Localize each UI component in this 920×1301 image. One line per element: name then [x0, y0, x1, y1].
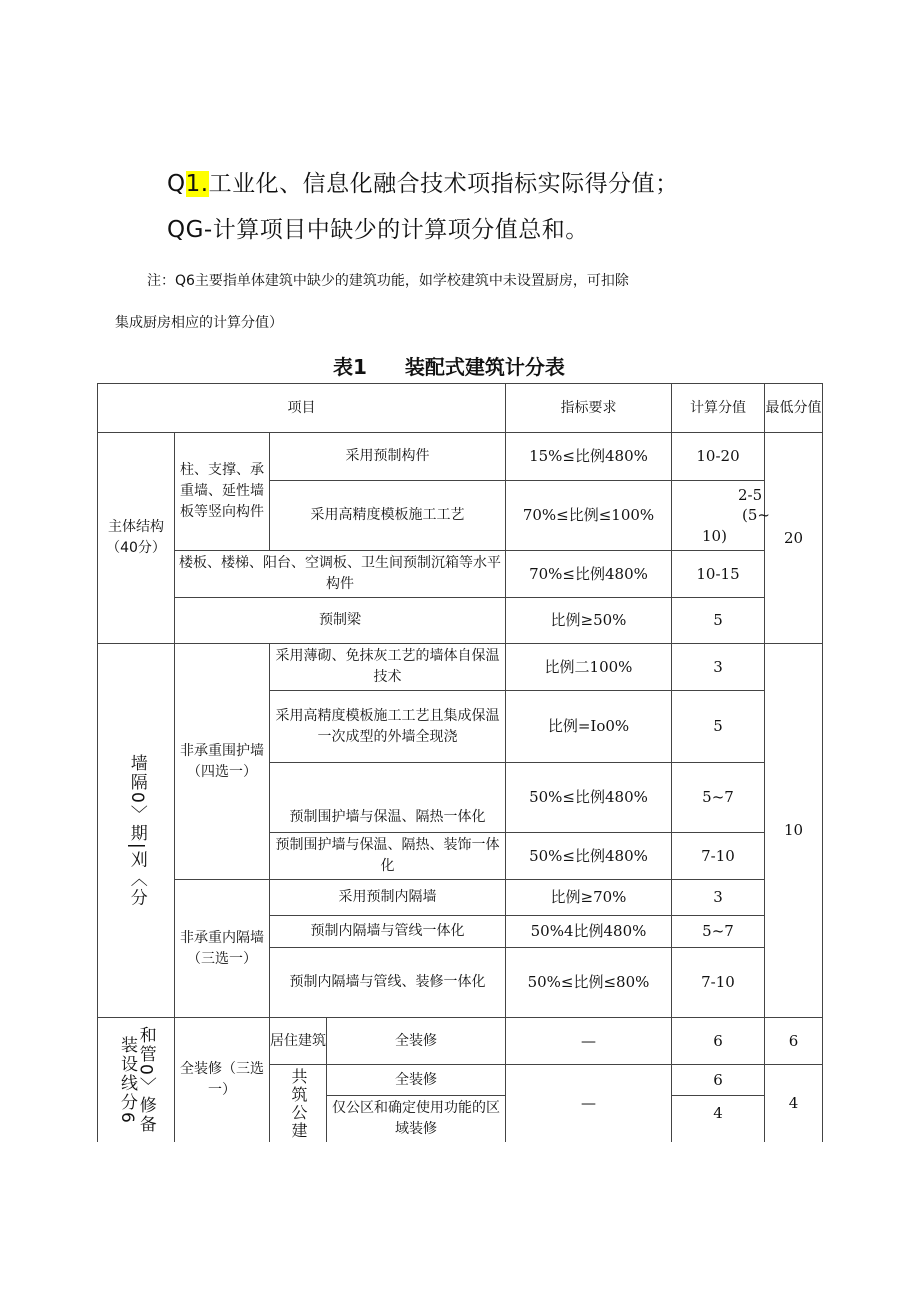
note-line-2: 集成厨房相应的计算分值）	[115, 315, 283, 331]
inner-row3-name: 预制内隔墙与管线、装修一体化	[270, 948, 506, 1018]
wall-section-label-text: 墙隔0〉期|刈〈分	[126, 753, 147, 908]
wall-section-label	[97, 644, 175, 1018]
outer-row1-score: 3	[672, 644, 765, 691]
q1-definition	[167, 165, 679, 198]
outer-row2-req: 比例=Io0%	[506, 691, 672, 763]
q6-definition: QG-计算项目中缺少的计算项分值总和。	[167, 217, 589, 243]
decor-row2-name: 全装修	[327, 1065, 506, 1096]
decor-public-req: —	[506, 1065, 672, 1142]
main-row1-score: 10-20	[672, 433, 765, 481]
decor-row1-name: 全装修	[327, 1018, 506, 1065]
main-row2-score-a: 2-5	[738, 486, 763, 505]
table-number: 表1	[333, 355, 367, 379]
main-row2-score	[672, 481, 770, 551]
inner-row1-score: 3	[672, 880, 765, 916]
main-row2-score-c: 10)	[702, 526, 727, 545]
header-score: 计算分值	[672, 383, 765, 433]
inner-row1-name: 采用预制内隔墙	[270, 880, 506, 916]
outer-row2-name: 采用高精度模板施工工艺且集成保温一次成型的外墙全现浇	[270, 691, 506, 763]
decor-row1-score: 6	[672, 1018, 765, 1065]
full-decoration-group: 全装修（三选一）	[175, 1018, 270, 1142]
main-row1-name: 采用预制构件	[270, 433, 506, 481]
decor-section-label-text: 和管0〉修备装设线分6	[117, 1026, 156, 1134]
header-requirement: 指标要求	[506, 383, 672, 433]
inner-row3-score: 7-10	[672, 948, 765, 1018]
main-structure-label: 主体结构（40分）	[97, 433, 175, 644]
header-min-score: 最低分值	[765, 383, 823, 433]
main-row3-name: 楼板、楼梯、阳台、空调板、卫生间预制沉箱等水平构件	[175, 551, 506, 598]
main-row2-name: 采用高精度模板施工工艺	[270, 481, 506, 551]
q1-prefix: Q	[167, 171, 186, 197]
main-min-score: 20	[765, 433, 823, 644]
public-building-text: 共筑公建	[289, 1067, 308, 1140]
inner-row2-req: 50%4比例480%	[506, 916, 672, 948]
decor-section-label	[97, 1018, 175, 1142]
q1-text: 工业化、信息化融合技术项指标实际得分值；	[208, 171, 679, 197]
outer-row4-req: 50%≤比例480%	[506, 833, 672, 880]
outer-row1-name: 采用薄砌、免抹灰工艺的墙体自保温技术	[270, 644, 506, 691]
main-row4-score: 5	[672, 598, 765, 644]
decor-row2-score: 6	[672, 1065, 765, 1096]
outer-row4-name: 预制围护墙与保温、隔热、装饰一体化	[270, 833, 506, 880]
outer-row3-req: 50%≤比例480%	[506, 763, 672, 833]
main-row2-score-b: (5~	[742, 506, 770, 525]
residential-building: 居住建筑	[270, 1018, 327, 1065]
inner-wall-group: 非承重内隔墙（三选一）	[175, 880, 270, 1018]
decor-row1-req: —	[506, 1018, 672, 1065]
header-item: 项目	[97, 383, 506, 433]
inner-row1-req: 比例≥70%	[506, 880, 672, 916]
decor-row1-min: 6	[765, 1018, 823, 1065]
main-row4-req: 比例≥50%	[506, 598, 672, 644]
decor-row3-score: 4	[672, 1096, 765, 1142]
wall-min-score: 10	[765, 644, 823, 1018]
main-row3-req: 70%≤比例480%	[506, 551, 672, 598]
outer-row4-score: 7-10	[672, 833, 765, 880]
outer-row3-score: 5~7	[672, 763, 765, 833]
inner-row3-req: 50%≤比例≤80%	[506, 948, 672, 1018]
outer-row1-req: 比例二100%	[506, 644, 672, 691]
decor-public-min: 4	[765, 1065, 823, 1142]
q1-highlight: 1.	[185, 171, 209, 197]
main-row3-score: 10-15	[672, 551, 765, 598]
inner-row2-score: 5~7	[672, 916, 765, 948]
main-row1-req: 15%≤比例480%	[506, 433, 672, 481]
vertical-members-group: 柱、支撑、承重墙、延性墙板等竖向构件	[175, 433, 270, 551]
main-row4-name: 预制梁	[175, 598, 506, 644]
inner-row2-name: 预制内隔墙与管线一体化	[270, 916, 506, 948]
public-building	[270, 1065, 327, 1142]
table-title	[333, 351, 565, 380]
outer-row3-name: 预制围护墙与保温、隔热一体化	[270, 763, 506, 833]
main-row2-req: 70%≤比例≤100%	[506, 481, 672, 551]
outer-row2-score: 5	[672, 691, 765, 763]
table-name: 装配式建筑计分表	[404, 355, 565, 379]
outer-wall-group: 非承重围护墙（四选一）	[175, 644, 270, 880]
decor-row3-name: 仅公区和确定使用功能的区域装修	[327, 1096, 506, 1142]
note-line-1: 注：Q6主要指单体建筑中缺少的建筑功能，如学校建筑中未设置厨房，可扣除	[147, 273, 629, 289]
